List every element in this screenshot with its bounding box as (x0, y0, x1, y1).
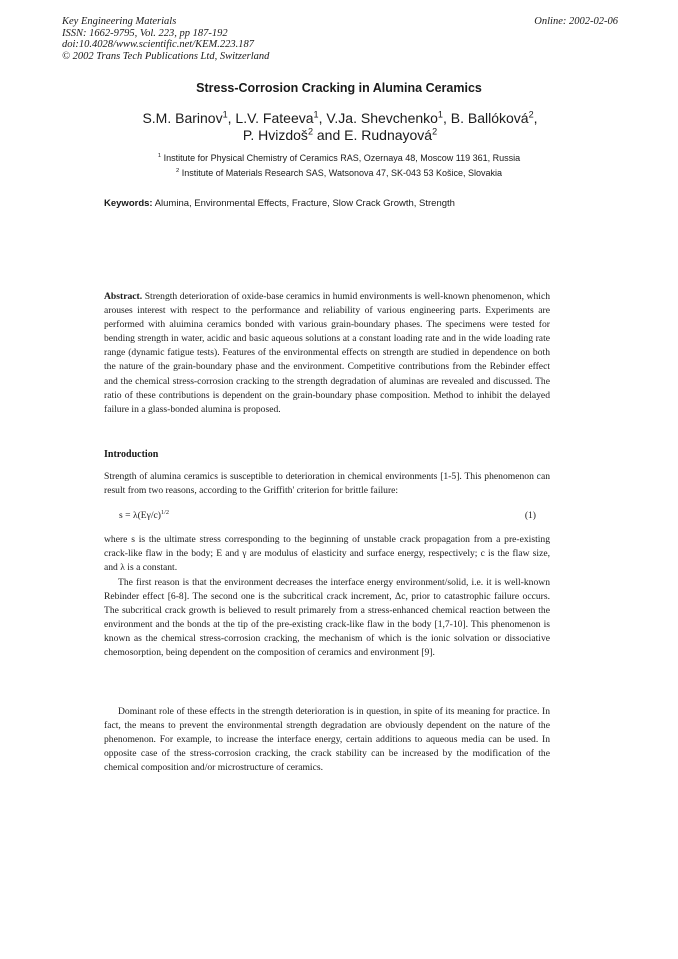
author-affil-mark: 1 (437, 109, 443, 120)
affil-mark: 1 (157, 153, 162, 159)
equation (119, 510, 536, 521)
issn-line: ISSN: 1662-9795, Vol. 223, pp 187-192 (62, 27, 228, 39)
abstract-text: Strength deterioration of oxide-base ceramics in humid environments is well-known phenomenon, which arouses interest with respect to the performance and reliability of various engineering parts. Experiments are performed with aluimina ceramics bonded with various grain-boundary phases. The specimens were tested for bending strength in water, acidic and basic aqueous solutions at a constant loading rate and in the wide loading rate range (dynamic fatigue tests). Features of the environmental effects on strength are studied in dependence on both the nature of the grain-boundary phase and the environment. Competitive contributions from the Rebinder effect and the chemical stress-corrosion cracking to the strength degradation of aluminas are revealed and discussed. The ratio of these contributions is dependent on the grain-boundary phase composition. Method to inhibit the delayed failure in a glass-bonded alumina is proposed. (104, 291, 550, 415)
author-affil-mark: 2 (528, 109, 534, 120)
author-name: P. Hvizdoš (242, 127, 308, 143)
affiliation-list (0, 151, 678, 181)
journal-name: Key Engineering Materials (62, 16, 177, 27)
journal-header (62, 16, 618, 62)
author-affil-mark: 2 (307, 126, 313, 137)
copyright-line: © 2002 Trans Tech Publications Ltd, Switzerland (62, 50, 270, 62)
doi-line: doi:10.4028/www.scientific.net/KEM.223.187 (62, 39, 254, 50)
affiliation (0, 151, 678, 166)
author-affil-mark: 2 (432, 126, 438, 137)
author-name: L.V. Fateeva (235, 110, 314, 126)
paragraph: where s is the ultimate stress corresponding to the beginning of unstable crack propagation from a pre-existing crack-like flaw in the body; E and γ are modulus of elasticity and surface energy, respectively; c is the flaw size, and λ is a constant. (104, 534, 550, 574)
paragraph: Strength of alumina ceramics is susceptible to deterioration in chemical environments [1-5]. This phenomenon can result from two reasons, according to the Griffith' criterion for brittle failure: (104, 471, 550, 497)
affiliation-text: Institute for Physical Chemistry of Ceramics RAS, Ozernaya 48, Moscow 119 361, Russia (163, 153, 521, 163)
section-heading: Introduction (104, 449, 159, 460)
paragraph: Dominant role of these effects in the strength deterioration is in question, in spite of its meaning for practice. In fact, the means to prevent the environmental strength degradation are obviously dependent on the nature of the phenomenon. For example, to increase the interface energy, certain additions to aqueous media can be used. In opposite case of the stress-corrosion cracking, the crack stability can be increased by the modification of the chemical composition and/or microstructure of ceramics. (104, 706, 550, 774)
affiliation (0, 166, 678, 181)
equation-number: (1) (524, 510, 536, 521)
author-list: S.M. Barinov$^1$, L.V. Fateeva$^1$, V.Ja. Shevchenko$^1$, B. Ballóková$^2$, P. Hvizdoš$^2$ and E. Rudnayová$^2$ (142, 109, 538, 143)
author-name: B. Ballóková (450, 110, 529, 126)
abstract (104, 290, 550, 417)
online-date: Online: 2002-02-06 (534, 16, 618, 27)
author-name: V.Ja. Shevchenko (326, 110, 438, 126)
affil-mark: 2 (175, 168, 180, 174)
abstract-label: Abstract. (104, 291, 143, 302)
author-affil-mark: 1 (313, 109, 319, 120)
keywords (104, 198, 604, 209)
equation-exponent: 1/2 (161, 508, 169, 516)
paper-title: Stress-Corrosion Cracking in Alumina Ceramics (196, 81, 482, 95)
author-name: E. Rudnayová (344, 127, 433, 143)
equation-body: s = λ(Eγ/c) (119, 510, 162, 521)
keywords-label: Keywords: (104, 198, 153, 209)
affiliation-text: Institute of Materials Research SAS, Watsonova 47, SK-043 53 Košice, Slovakia (181, 168, 503, 178)
keywords-text: Alumina, Environmental Effects, Fracture, Slow Crack Growth, Strength (154, 198, 455, 209)
author-affil-mark: 1 (222, 109, 228, 120)
author-name: S.M. Barinov (142, 110, 223, 126)
paragraph: The first reason is that the environment decreases the interface energy environment/solid, i.e. it is well-known Rebinder effect [6-8]. The second one is the subcritical crack increment, Δc, prior to catastrophic failure occurs. The subcritical crack growth is believed to result primarely from a stress-enhanced chemical reaction between the environment and the bonds at the tip of the pre-existing crack-like flaw in the body [1,7-10]. This phenomenon is known as the chemical stress-corrosion cracking, the mechanism of which is the ionic solvation or dissociative chemosorption, being dependent on the composition of ceramics and environment [9]. (104, 577, 550, 659)
